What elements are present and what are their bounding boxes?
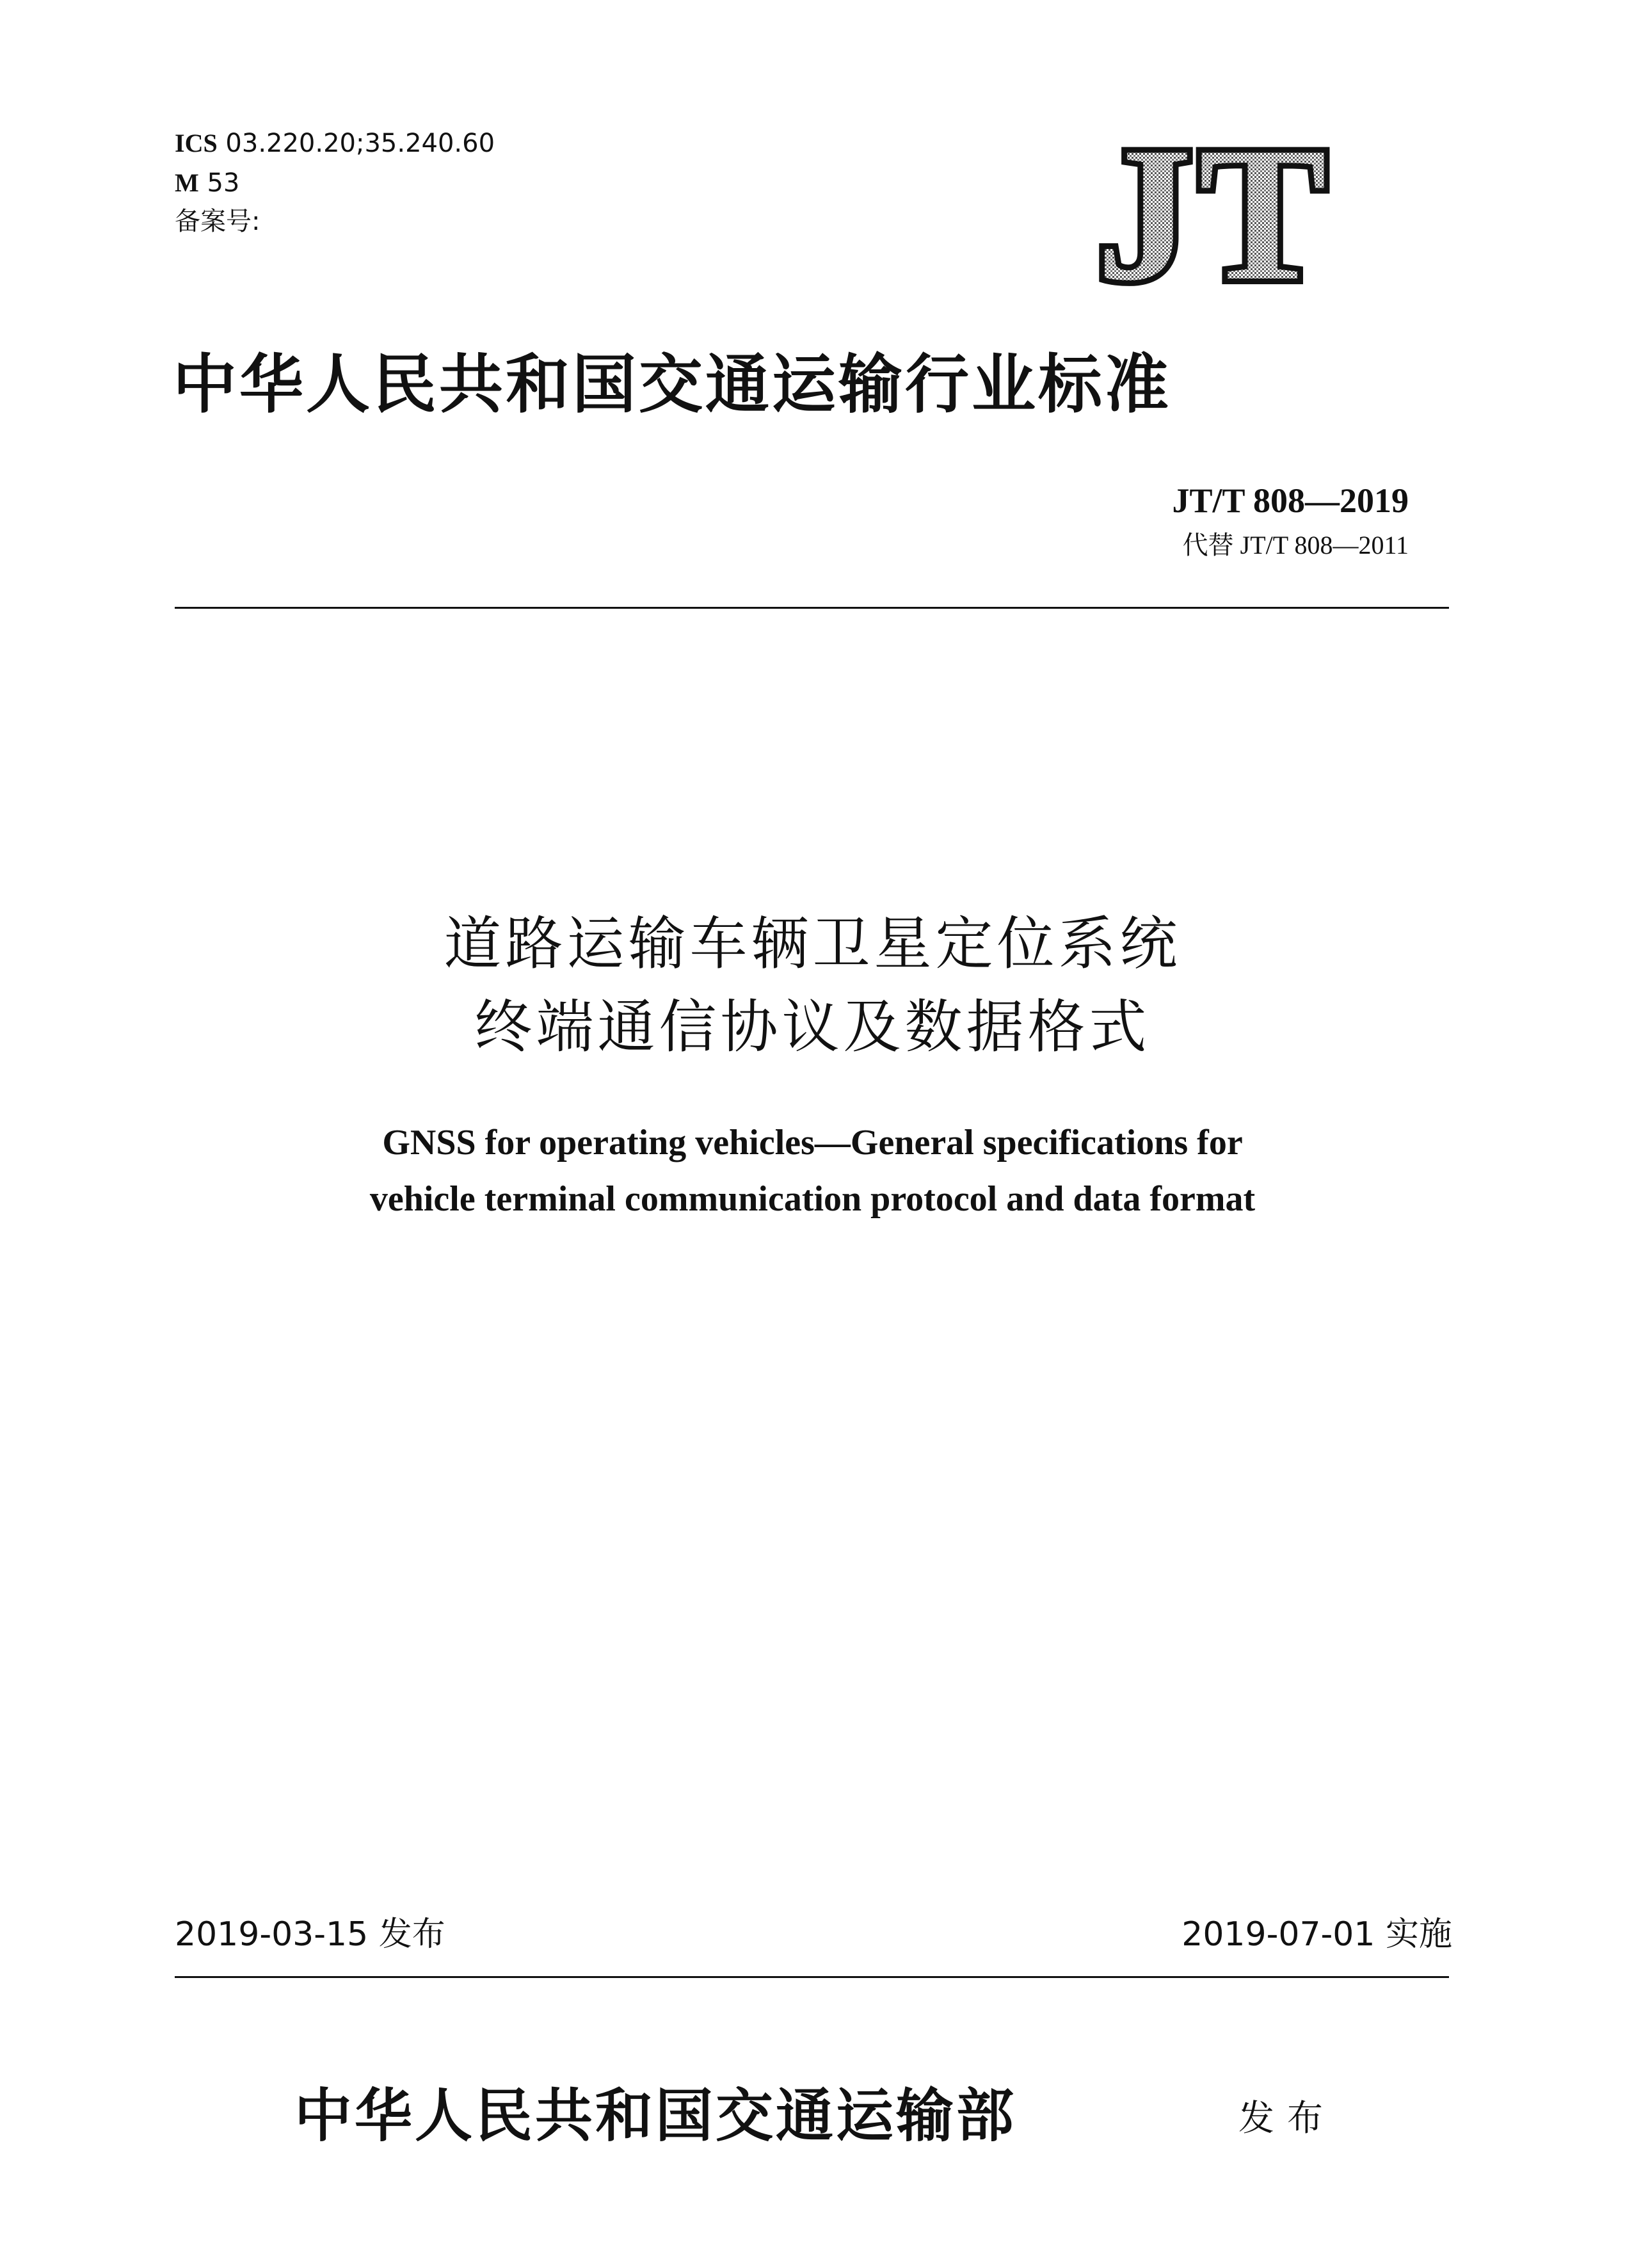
jt-logo xyxy=(1055,138,1375,301)
jt-logo-text: JT xyxy=(1096,138,1334,301)
clc-label: M xyxy=(175,168,199,197)
ics-codes: 03.220.20;35.240.60 xyxy=(225,129,495,158)
filing-number-label: 备案号: xyxy=(175,207,260,236)
ics-label: ICS xyxy=(175,129,218,157)
publish-label: 发布 xyxy=(1238,2098,1336,2139)
chinese-title-line-2: 终端通信协议及数据格式 xyxy=(474,993,1151,1061)
english-title-line-2: vehicle terminal communication protocol and data format xyxy=(369,1179,1256,1219)
clc-code-line xyxy=(175,168,239,198)
standard-number: JT/T 808—2019 xyxy=(1172,481,1409,520)
bottom-divider xyxy=(175,1976,1449,1978)
top-divider xyxy=(175,607,1449,609)
english-title-line-1: GNSS for operating vehicles—General specifications for xyxy=(382,1123,1243,1162)
industry-standard-title: 中华人民共和国交通运输行业标准 xyxy=(173,346,1171,422)
issue-date: 2019-03-15 发布 xyxy=(175,1915,445,1954)
publisher-name: 中华人民共和国交通运输部 xyxy=(294,2082,1016,2150)
chinese-title-line-1: 道路运输车辆卫星定位系统 xyxy=(444,910,1181,977)
clc-code: 53 xyxy=(207,168,240,198)
ics-code-line xyxy=(175,128,495,159)
implementation-date: 2019-07-01 实施 xyxy=(1181,1915,1452,1954)
replaces-standard: 代替 JT/T 808—2011 xyxy=(1182,531,1409,559)
